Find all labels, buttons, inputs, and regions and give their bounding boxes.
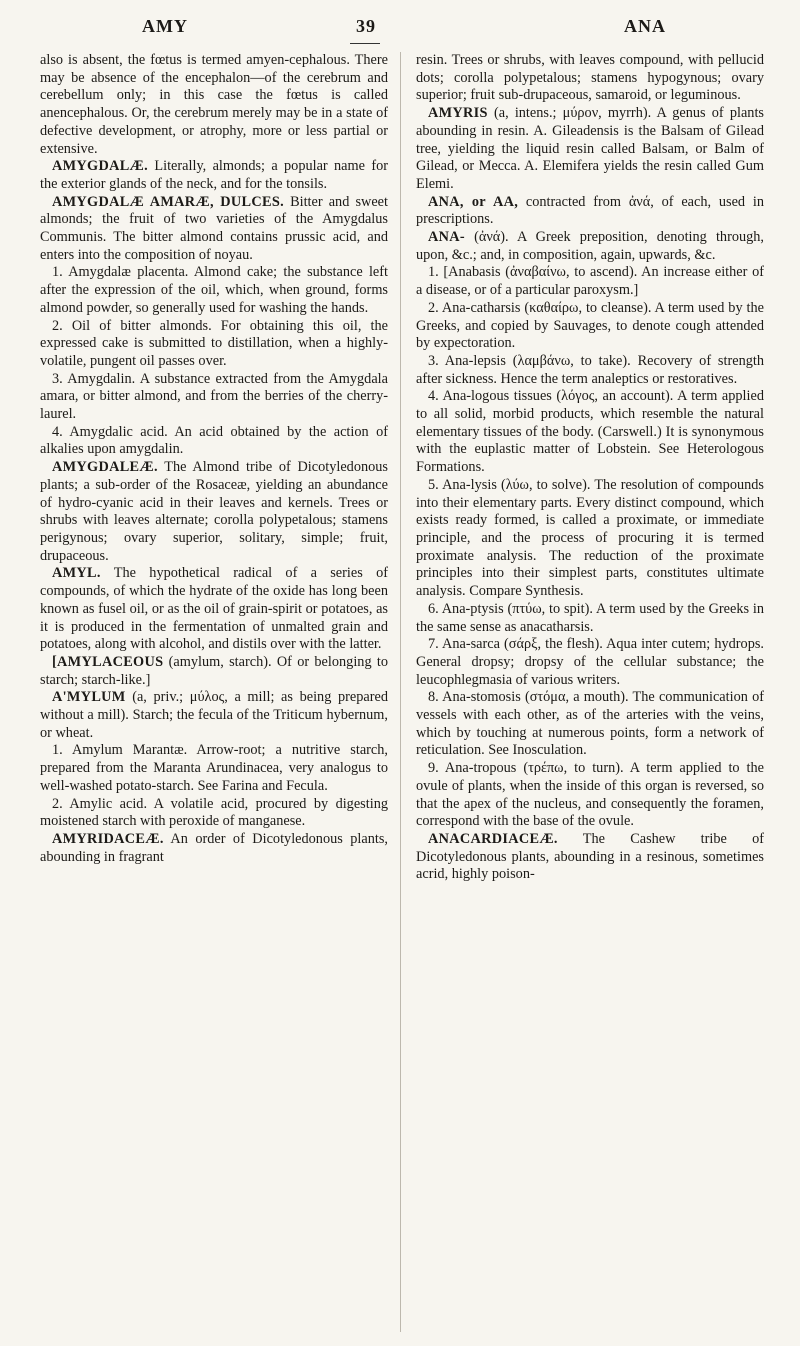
running-head-right: ANA <box>624 16 666 36</box>
header-rule <box>350 43 380 44</box>
sub-entry: 3. Ana-lepsis (λαμβάνω, to take). Recovery of strength after sickness. Hence the term analeptics or restoratives. <box>416 352 764 387</box>
entry-ana-prefix <box>416 229 764 264</box>
headword: AMYRIDACEÆ. <box>52 830 164 847</box>
entry-paragraph: also is absent, the fœtus is termed amyen-cephalous. There may be absence of the encephalon—of the cerebrum and cerebellum only; in this case the fœtus is called anencephalous. Or, the cerebrum merely may be in a state of defective development, or atrophy, more or less partial or extensive. <box>40 52 388 157</box>
definition: The Cashew tribe of Dicotyledonous plants, abounding in a resinous, sometimes acrid, highly poison- <box>416 830 764 883</box>
entry-anacardiaceae <box>416 831 764 884</box>
entry-amyridaceae <box>40 831 388 866</box>
sub-entry: 3. Amygdalin. A substance extracted from the Amygdala amara, or bitter almond, and from the berries of the cherry-laurel. <box>40 370 388 423</box>
entry-amyris <box>416 105 764 194</box>
definition: contracted from ἀνά, of each, used in prescriptions. <box>416 193 764 228</box>
headword: A'MYLUM <box>52 689 126 706</box>
sub-entry: 5. Ana-lysis (λύω, to solve). The resolution of compounds into their elementary parts. Every distinct compound, which exists ready formed, is called a proximate, or immediate principle, and the process of procuring it is termed proximate analysis. The reduction of the proximate principles into their simplest parts, constitutes ultimate analysis. Compare Synthesis. <box>416 476 764 600</box>
right-column <box>416 52 764 1332</box>
headword: AMYL. <box>52 565 101 582</box>
sub-entry: 6. Ana-ptysis (πτύω, to spit). A term used by the Greeks in the same sense as anacatharsis. <box>416 600 764 635</box>
definition: Literally, almonds; a popular name for the exterior glands of the neck, and for the tonsils. <box>40 158 388 192</box>
sub-entry: 2. Amylic acid. A volatile acid, procured by digesting moistened starch with peroxide of manganese. <box>40 795 388 830</box>
entry-amygdalae-amarae <box>40 194 388 265</box>
headword: ANA- <box>428 229 465 246</box>
headword: [AMYLACEOUS <box>52 653 164 670</box>
sub-entry: 1. Amylum Marantæ. Arrow-root; a nutritive starch, prepared from the Maranta Arundinacea, very analogus to well-washed potato-starch. See Farina and Fecula. <box>40 742 388 794</box>
definition: An order of Dicotyledonous plants, abounding in fragrant <box>40 830 388 865</box>
headword: AMYGDALÆ. <box>52 158 149 175</box>
entry-paragraph: resin. Trees or shrubs, with leaves compound, with pellucid dots; corolla polypetalous; stamens hypogynous; ovary superior; fruit sub-drupaceous, samaroid, or leguminous. <box>416 52 764 104</box>
entry-ana <box>416 194 764 229</box>
definition: (amylum, starch). Of or belonging to starch; starch-like.] <box>40 653 388 688</box>
page-number: 39 <box>356 16 376 36</box>
column-divider <box>400 52 401 1332</box>
definition: Bitter and sweet almonds; the fruit of two varieties of the Amygdalus Communis. The bitter almond contains prussic acid, and enters into the composition of noyau. <box>40 193 388 263</box>
headword: ANA, or AA, <box>428 193 519 210</box>
entry-amygdalae <box>40 158 388 193</box>
headword: AMYRIS <box>428 105 488 122</box>
text-columns <box>40 52 764 1332</box>
sub-entry: 4. Amygdalic acid. An acid obtained by the action of alkalies upon amygdalin. <box>40 423 388 458</box>
entry-amygdaleae <box>40 459 388 565</box>
entry-amyl <box>40 565 388 654</box>
entry-amylum <box>40 689 388 742</box>
page-header <box>38 10 762 44</box>
sub-entry: 1. [Anabasis (ἀναβαίνω, to ascend). An increase either of a disease, or of a particular paroxysm.] <box>416 264 764 299</box>
left-column <box>40 52 388 1332</box>
headword: AMYGDALEÆ. <box>52 459 158 476</box>
definition: The hypothetical radical of a series of compounds, of which the hydrate of the oxide has long been known as fusel oil, or as the oil of grain-spirit or potatoes, as it is produced in the fermentation of unmalted grain and potatoes, along with alcohol, and distils over with the latter. <box>40 565 388 653</box>
sub-entry: 2. Oil of bitter almonds. For obtaining this oil, the expressed cake is submitted to distillation, when a highly-volatile, pungent oil passes over. <box>40 317 388 369</box>
entry-amylaceous <box>40 654 388 689</box>
sub-entry: 2. Ana-catharsis (καθαίρω, to cleanse). A term used by the Greeks, and copied by Sauvages, to denote cough attended by expectoration. <box>416 299 764 352</box>
definition: (a, intens.; μύρον, myrrh). A genus of plants abounding in resin. A. Gileadensis is the Balsam of Gilead tree, yielding the liquid resin called Balsam, or Balm of Gilead, or Mecca. A. Elemifera yields the resin called Gum Elemi. <box>416 105 764 192</box>
definition: (a, priv.; μύλος, a mill; as being prepared without a mill). Starch; the fecula of the Triticum hybernum, or wheat. <box>40 689 388 741</box>
sub-entry: 9. Ana-tropous (τρέπω, to turn). A term applied to the ovule of plants, when the inside of this organ is reversed, so that the apex of the nucleus, and consequently the foramen, correspond with the base of the ovule. <box>416 760 764 830</box>
sub-entry: 7. Ana-sarca (σάρξ, the flesh). Aqua inter cutem; hydrops. General dropsy; dropsy of the cellular substance; the leucophlegmasia of various writers. <box>416 636 764 688</box>
sub-entry: 1. Amygdalæ placenta. Almond cake; the substance left after the expression of the oil, which, when ground, forms almond powder, so generally used for washing the hands. <box>40 264 388 316</box>
headword: AMYGDALÆ AMARÆ, DULCES. <box>52 193 284 210</box>
running-head-left: AMY <box>142 16 188 36</box>
headword: ANACARDIACEÆ. <box>428 830 558 847</box>
sub-entry: 4. Ana-logous tissues (λόγος, an account). A term applied to all solid, morbid products, which resemble the natural elementary tissues of the body. (Carswell.) It is synonymous with the euplastic matter of Lobstein. See Heterologous Formations. <box>416 388 764 476</box>
definition: (ἀνά). A Greek preposition, denoting through, upon, &c.; and, in composition, again, upwards, &c. <box>416 229 764 263</box>
definition: The Almond tribe of Dicotyledonous plants; a sub-order of the Rosaceæ, yielding an abundance of hydro-cyanic acid in their leaves and kernels. Trees or shrubs with leaves alternate; corolla polypetalous; stamens perigynous; ovary superior, solitary, simple; fruit, drupaceous. <box>40 459 388 564</box>
sub-entry: 8. Ana-stomosis (στόμα, a mouth). The communication of vessels with each other, as of the arteries with the veins, which by touching at numerous points, form a network of reticulation. See Inosculation. <box>416 689 764 759</box>
